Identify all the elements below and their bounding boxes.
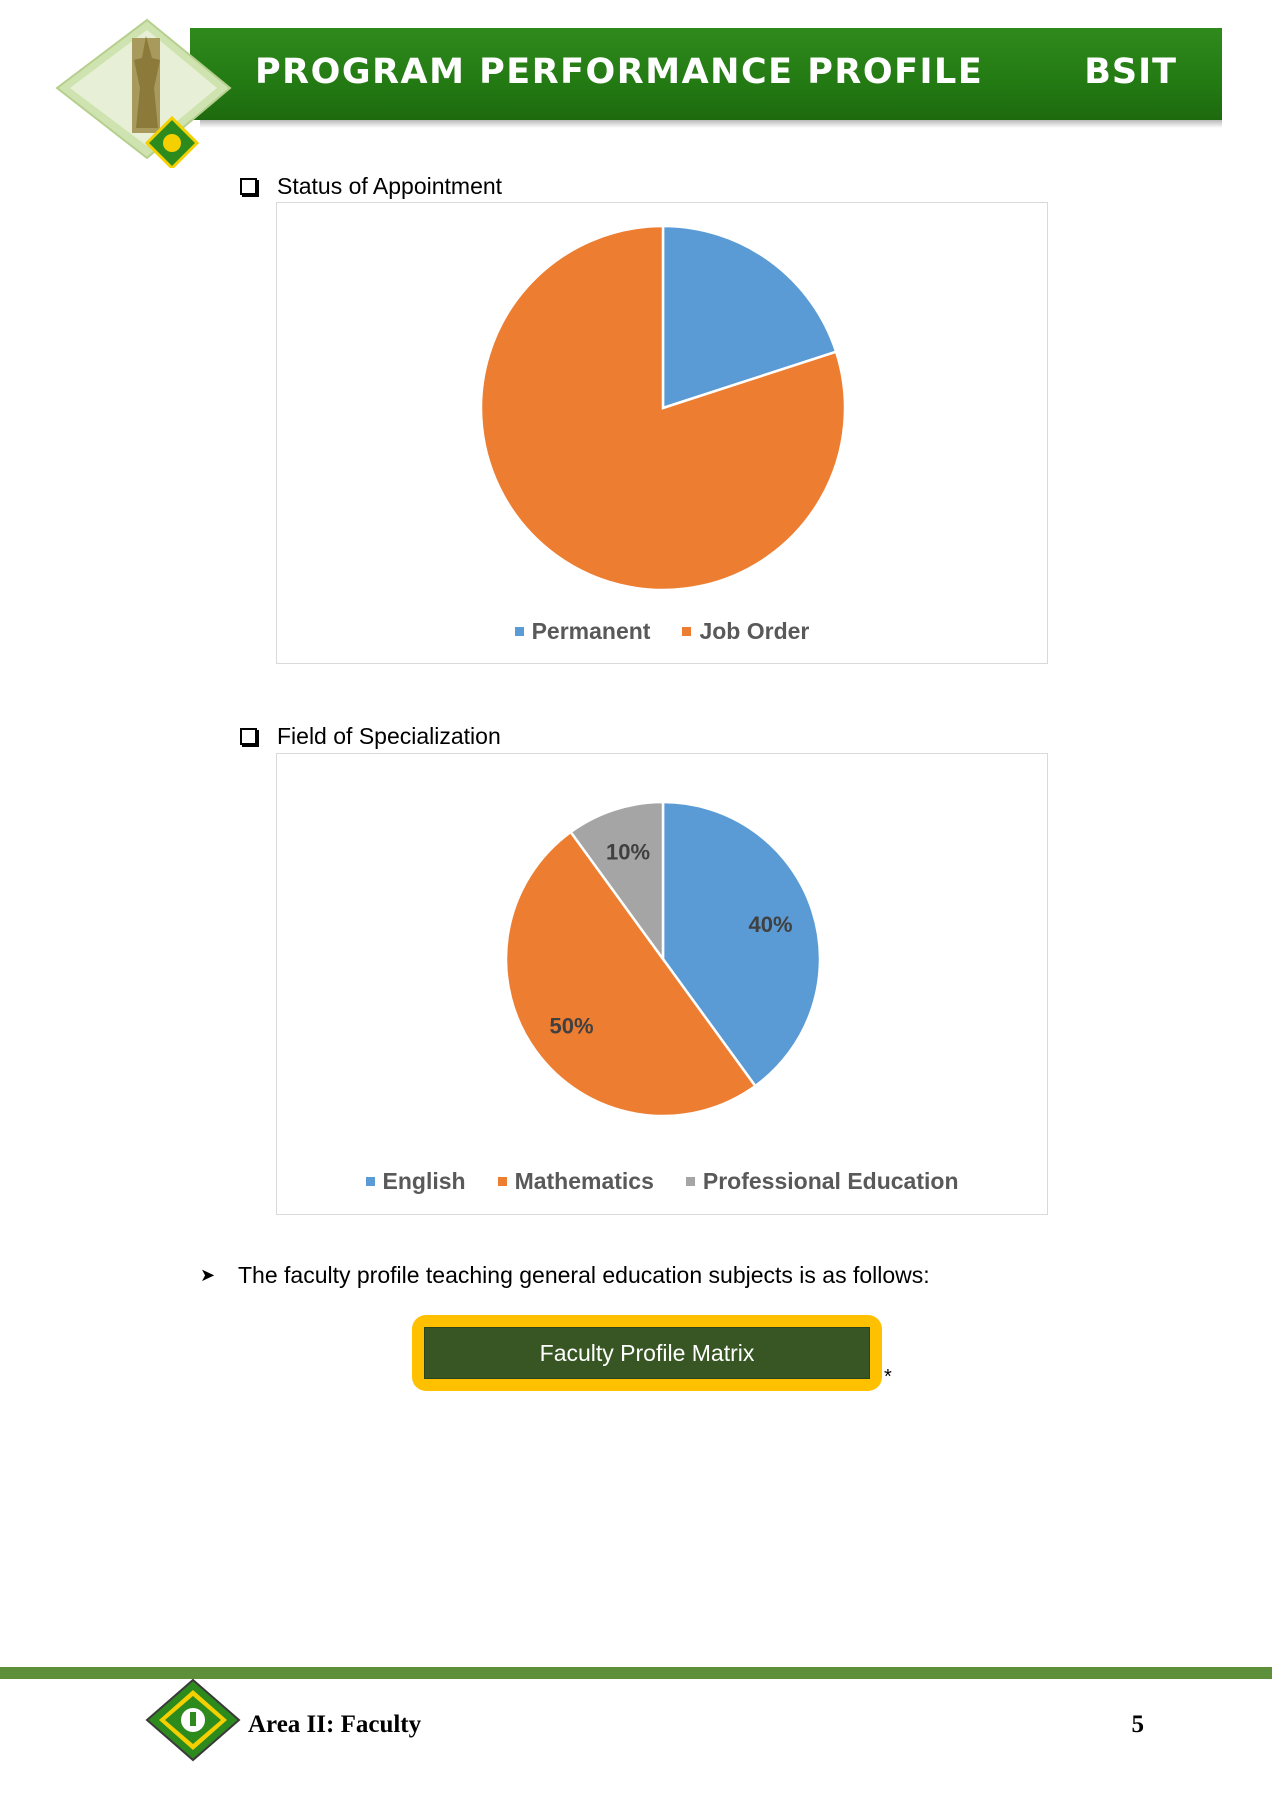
legend-item-mathematics xyxy=(498,1168,654,1195)
legend-label-permanent: Permanent xyxy=(531,618,651,644)
arrow-bullet-icon: ➤ xyxy=(200,1265,216,1285)
status-pie-svg xyxy=(277,203,1047,663)
field-pie-svg xyxy=(277,754,1047,1214)
page-header-title: PROGRAM PERFORMANCE PROFILE xyxy=(255,52,984,92)
legend-item-english xyxy=(366,1168,466,1195)
checkbox-bullet-icon xyxy=(240,178,257,195)
field-heading xyxy=(240,723,501,750)
legend-swatch-english xyxy=(366,1177,375,1186)
status-chart xyxy=(276,202,1048,664)
faculty-profile-bullet xyxy=(200,1262,930,1289)
legend-item-permanent xyxy=(515,618,651,645)
status-heading xyxy=(240,173,502,200)
university-monument-logo xyxy=(52,18,232,168)
field-legend xyxy=(277,1168,1047,1195)
asterisk-note: * xyxy=(884,1366,892,1388)
matrix-button-frame xyxy=(412,1315,882,1391)
status-legend xyxy=(277,618,1047,645)
field-chart xyxy=(276,753,1048,1215)
bullet-text: The faculty profile teaching general education subjects is as follows: xyxy=(238,1262,930,1288)
footer-area-title: Area II: Faculty xyxy=(248,1711,422,1738)
legend-item-job-order xyxy=(682,618,809,645)
legend-swatch-professional-education xyxy=(686,1177,695,1186)
status-heading-text: Status of Appointment xyxy=(277,173,503,199)
legend-label-job-order: Job Order xyxy=(699,618,810,644)
legend-label-professional-education: Professional Education xyxy=(702,1168,959,1194)
field-heading-text: Field of Specialization xyxy=(277,723,501,749)
university-seal-icon xyxy=(145,1678,241,1762)
checkbox-bullet-icon xyxy=(240,728,257,745)
program-code: BSIT xyxy=(1084,52,1177,92)
legend-label-mathematics: Mathematics xyxy=(514,1168,654,1194)
data-label-english: 40% xyxy=(748,912,793,938)
data-label-mathematics: 50% xyxy=(549,1013,594,1039)
legend-swatch-permanent xyxy=(515,627,524,636)
faculty-profile-matrix-button[interactable]: Faculty Profile Matrix xyxy=(424,1327,870,1379)
legend-label-english: English xyxy=(382,1168,466,1194)
page-number: 5 xyxy=(1131,1711,1144,1738)
header-shadow xyxy=(200,120,1222,128)
legend-item-professional-education xyxy=(686,1168,959,1195)
data-label-professional-education: 10% xyxy=(606,839,651,865)
legend-swatch-mathematics xyxy=(498,1177,507,1186)
legend-swatch-job-order xyxy=(682,627,691,636)
